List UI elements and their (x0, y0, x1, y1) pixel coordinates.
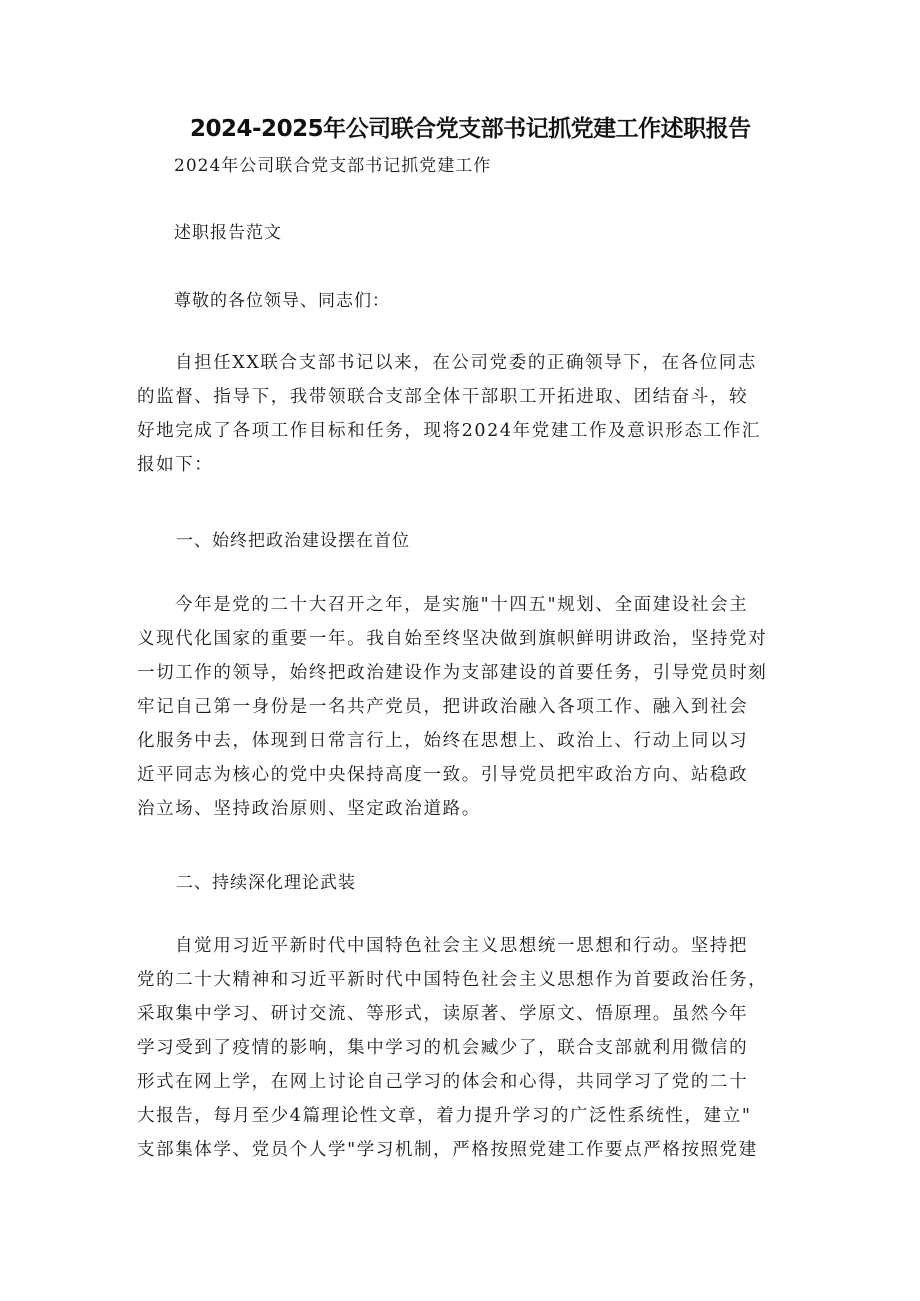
section-1-heading: 一、始终把政治建设摆在首位 (176, 531, 410, 551)
paragraph-line: 今年是党的二十大召开之年，是实施"十四五"规划、全面建设社会主 (175, 595, 749, 615)
intro-paragraph (137, 346, 795, 482)
paragraph-line: 的监督、指导下，我带领联合支部全体干部职工开拓进取、团结奋斗，较 (137, 387, 749, 407)
paragraph-line: 形式在网上学，在网上讨论自己学习的体会和心得，共同学习了党的二十 (137, 1072, 749, 1092)
paragraph-line: 党的二十大精神和习近平新时代中国特色社会主义思想作为首要政治任务， (137, 970, 768, 990)
paragraph-line: 自担任XX联合支部书记以来，在公司党委的正确领导下，在各位同志 (175, 353, 758, 373)
paragraph-line: 学习受到了疫情的影响，集中学习的机会臧少了，联合支部就利用微信的 (137, 1038, 749, 1058)
document-subtitle: 2024年公司联合党支部书记抓党建工作 (174, 156, 492, 176)
document-type-label: 述职报告范文 (174, 223, 282, 243)
paragraph-line: 牢记自己第一身份是一名共产党员，把讲政治融入各项工作、融入到社会 (137, 697, 749, 717)
document-title: 2024-2025年公司联合党支部书记抓党建工作述职报告 (190, 116, 751, 142)
salutation: 尊敬的各位领导、同志们： (174, 291, 390, 311)
paragraph-line: 义现代化国家的重要一年。我自始至终坚决做到旗帜鲜明讲政治，坚持党对 (137, 629, 768, 649)
paragraph-line: 报如下： (137, 455, 214, 475)
paragraph-line: 好地完成了各项工作目标和任务，现将2024年党建工作及意识形态工作汇 (137, 421, 761, 441)
paragraph-line: 治立场、坚持政治原则、坚定政治道路。 (137, 799, 481, 819)
paragraph-line: 大报告，每月至少4篇理论性文章，着力提升学习的广泛性系统性，建立" (137, 1106, 752, 1126)
paragraph-line: 采取集中学习、研讨交流、等形式，读原著、学原文、悟原理。虽然今年 (137, 1004, 749, 1024)
section-2-heading: 二、持续深化理论武装 (176, 873, 356, 893)
paragraph-line: 自觉用习近平新时代中国特色社会主义思想统一思想和行动。坚持把 (175, 936, 748, 956)
section-1-paragraph (137, 588, 795, 826)
paragraph-line: 化服务中去，体现到日常言行上，始终在思想上、政治上、行动上同以习 (137, 731, 749, 751)
paragraph-line: 近平同志为核心的党中央保持高度一致。引导党员把牢政治方向、站稳政 (137, 765, 749, 785)
paragraph-line: 支部集体学、党员个人学"学习机制，严格按照党建工作要点严格按照党建 (137, 1140, 758, 1160)
paragraph-line: 一切工作的领导，始终把政治建设作为支部建设的首要任务，引导党员时刻 (137, 663, 768, 683)
section-2-paragraph (137, 929, 795, 1167)
